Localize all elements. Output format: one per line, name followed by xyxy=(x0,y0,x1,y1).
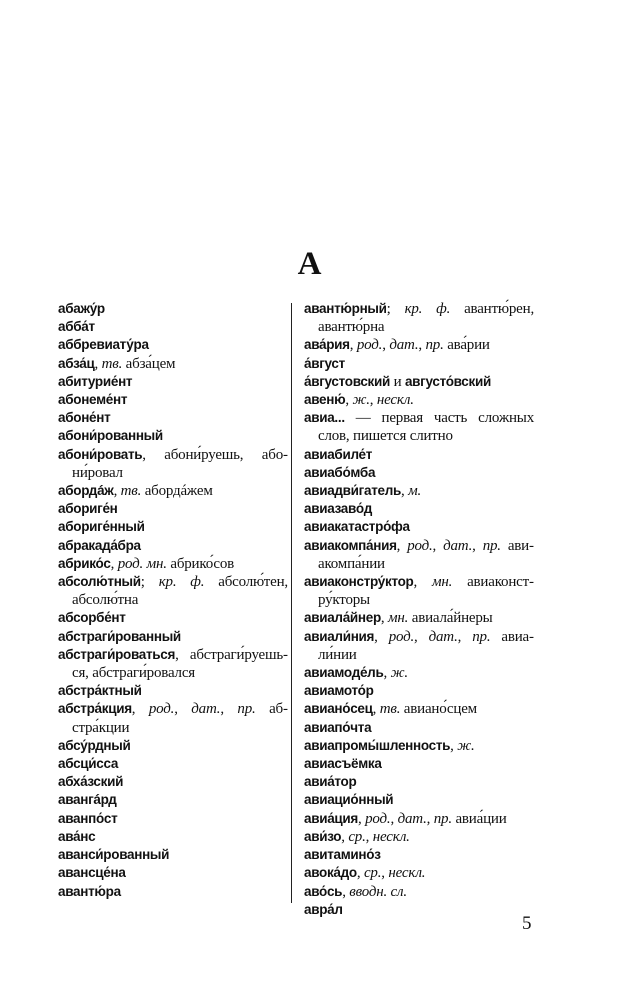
entry-grammar-label: ж. xyxy=(457,737,475,754)
dictionary-entry xyxy=(304,901,534,919)
entry-headword: авиа́ция xyxy=(304,810,358,826)
entry-text: , xyxy=(380,610,389,627)
entry-headword: авиала́йнер xyxy=(304,610,381,626)
dictionary-entry xyxy=(304,755,534,773)
entry-grammar-label: кр. ф. xyxy=(404,301,451,317)
entry-text: , xyxy=(381,865,389,882)
dictionary-entry xyxy=(58,883,288,901)
entry-headword: авантю́рный xyxy=(304,301,387,316)
entry-headword: авантю́ра xyxy=(58,883,121,899)
dictionary-entry xyxy=(58,355,288,373)
entry-headword: аванси́рованный xyxy=(58,847,170,863)
entry-text: абордáжем xyxy=(141,483,213,500)
dictionary-entry xyxy=(304,391,534,409)
entry-headword: авиазаво́д xyxy=(304,501,373,517)
entry-grammar-label: род. xyxy=(365,810,391,827)
dictionary-entry xyxy=(304,682,534,700)
dictionary-entry xyxy=(304,464,534,482)
entry-grammar-label: пр. xyxy=(433,810,452,827)
dictionary-entry xyxy=(58,518,288,536)
entry-text: , xyxy=(358,810,366,827)
dictionary-entry xyxy=(58,391,288,409)
entry-text: , xyxy=(94,355,102,372)
entry-headword: абонеме́нт xyxy=(58,392,128,408)
column-divider xyxy=(291,303,292,903)
entry-grammar-label: пр. xyxy=(472,628,491,645)
entry-text: , абстраги́руешься, абстраги́ровался xyxy=(72,646,288,682)
dictionary-entry xyxy=(304,883,534,901)
entry-text: авиа́ции xyxy=(451,810,507,827)
entry-text: , xyxy=(472,537,483,554)
dictionary-entry xyxy=(58,427,288,445)
dictionary-column-left xyxy=(58,300,288,901)
dictionary-entry xyxy=(304,700,534,718)
entry-headword: аванпо́ст xyxy=(58,810,118,826)
entry-headword: абба́т xyxy=(58,319,95,335)
entry-text: , xyxy=(382,337,390,354)
entry-text: — первая часть сложных слов, пишется слитно xyxy=(318,410,534,445)
entry-grammar-label: род. xyxy=(388,628,415,645)
entry-grammar-label: ср. xyxy=(348,828,366,845)
dictionary-entry xyxy=(58,373,288,391)
entry-headword: абсци́сса xyxy=(58,756,119,772)
dictionary-entry xyxy=(58,791,288,809)
entry-grammar-label: ж. xyxy=(352,392,370,409)
entry-text: ; xyxy=(386,301,405,317)
entry-grammar-label: дат. xyxy=(397,810,427,827)
dictionary-entry xyxy=(304,373,534,391)
entry-text: , xyxy=(110,555,118,572)
dictionary-entry xyxy=(58,828,288,846)
dictionary-entry xyxy=(58,446,288,482)
entry-text: , xyxy=(374,628,389,645)
entry-text: авиано́сцем xyxy=(400,701,477,718)
entry-headword: абсу́рдный xyxy=(58,737,131,753)
entry-headword: авиаконстру́ктор xyxy=(304,574,414,590)
entry-headword: авиамоде́ль xyxy=(304,665,384,681)
entry-headword: авиакомпа́ния xyxy=(304,537,397,553)
entry-headword: авангáрд xyxy=(58,792,117,808)
dictionary-entry xyxy=(58,810,288,828)
entry-text: авантю́рен, авантю́рна xyxy=(318,301,534,336)
entry-text: ава́рии xyxy=(443,337,490,354)
dictionary-entry xyxy=(58,737,288,755)
entry-headword: абитурие́нт xyxy=(58,373,133,389)
entry-headword: авиамото́р xyxy=(304,683,374,699)
page-number: 5 xyxy=(522,913,532,934)
dictionary-entry xyxy=(58,755,288,773)
dictionary-entry xyxy=(58,318,288,336)
entry-grammar-label: пр. xyxy=(482,537,501,554)
dictionary-entry xyxy=(58,773,288,791)
dictionary-entry xyxy=(304,773,534,791)
entry-grammar-label: род. xyxy=(356,337,383,354)
entry-headword: авиакатастро́фа xyxy=(304,519,410,535)
dictionary-entry xyxy=(58,573,288,609)
dictionary-entry xyxy=(304,355,534,373)
entry-grammar-label: вводн. сл. xyxy=(349,883,407,900)
entry-text: абстра́кции xyxy=(72,701,288,736)
entry-headword: абстраги́роваться xyxy=(58,646,176,662)
dictionary-entry xyxy=(304,664,534,682)
entry-headword: абони́рованный xyxy=(58,428,163,444)
dictionary-entry xyxy=(304,573,534,609)
entry-text: авиала́йнеры xyxy=(408,610,493,627)
entry-headword: авиали́ния xyxy=(304,628,375,644)
entry-text: , xyxy=(418,337,426,354)
entry-text: , xyxy=(432,537,444,554)
entry-text: абсолю́тен, абсолю́тна xyxy=(72,574,288,609)
entry-text: , xyxy=(369,392,377,409)
entry-grammar-label: мн. xyxy=(431,574,453,591)
dictionary-entry xyxy=(58,300,288,318)
entry-grammar-label: дат. xyxy=(443,537,473,554)
entry-headword: авеню́ xyxy=(304,392,346,408)
entry-text: , xyxy=(131,701,149,718)
entry-text: , абони́руешь, абони́ровал xyxy=(72,446,288,481)
entry-grammar-label: пр. xyxy=(237,701,256,718)
dictionary-entry xyxy=(58,500,288,518)
dictionary-entry xyxy=(304,810,534,828)
entry-headword: августо́вский xyxy=(404,373,491,389)
entry-headword: ави́зо xyxy=(304,828,342,844)
entry-headword: абза́ц xyxy=(58,355,95,371)
entry-text: , xyxy=(342,883,350,900)
dictionary-entry xyxy=(58,609,288,627)
entry-headword: авиа... xyxy=(304,410,345,426)
entry-text: , xyxy=(426,810,434,827)
dictionary-entry xyxy=(304,336,534,354)
entry-grammar-label: ж. xyxy=(390,665,408,682)
entry-headword: ава́нс xyxy=(58,828,96,844)
dictionary-entry xyxy=(304,719,534,737)
entry-text: , xyxy=(457,628,473,645)
entry-text: , xyxy=(220,701,238,718)
entry-headword: абстра́кция xyxy=(58,701,132,717)
entry-headword: авра́л xyxy=(304,901,343,917)
entry-grammar-label: нескл. xyxy=(376,392,414,409)
entry-headword: абориге́н xyxy=(58,501,118,517)
entry-text: , xyxy=(356,865,364,882)
entry-headword: абстра́ктный xyxy=(58,683,142,699)
entry-headword: абстраги́рованный xyxy=(58,628,181,644)
entry-headword: авока́до xyxy=(304,865,357,881)
dictionary-entry xyxy=(58,682,288,700)
dictionary-entry xyxy=(304,791,534,809)
entry-headword: абракада́бра xyxy=(58,537,141,553)
entry-grammar-label: род. xyxy=(148,701,175,718)
entry-grammar-label: ср. xyxy=(363,865,382,882)
dictionary-entry xyxy=(304,537,534,573)
entry-headword: авансце́на xyxy=(58,865,126,881)
section-letter-heading: А xyxy=(297,246,322,282)
dictionary-entry xyxy=(58,646,288,682)
dictionary-entry xyxy=(58,336,288,354)
entry-headword: авиапромы́шленность xyxy=(304,737,451,753)
dictionary-entry xyxy=(304,409,534,445)
entry-headword: авиано́сец xyxy=(304,701,373,717)
entry-text: абрико́сов xyxy=(166,555,235,572)
entry-headword: абони́ровать xyxy=(58,446,143,462)
entry-headword: авиабо́мба xyxy=(304,464,376,480)
entry-grammar-label: тв. xyxy=(120,483,142,500)
entry-grammar-label: мн. xyxy=(388,610,409,627)
entry-headword: аббревиату́ра xyxy=(58,337,149,353)
entry-grammar-label: нескл. xyxy=(388,865,426,882)
dictionary-entry xyxy=(58,864,288,882)
entry-grammar-label: тв. xyxy=(379,701,401,718)
entry-headword: абордáж xyxy=(58,483,114,499)
dictionary-entry xyxy=(58,628,288,646)
dictionary-entry xyxy=(304,628,534,664)
entry-grammar-label: кр. ф. xyxy=(158,574,205,591)
dictionary-entry xyxy=(58,409,288,427)
entry-headword: авиацио́нный xyxy=(304,792,394,808)
entry-headword: авиапо́чта xyxy=(304,719,372,735)
entry-headword: авиадви́гатель xyxy=(304,483,402,499)
entry-text: , xyxy=(174,701,192,718)
entry-headword: абоне́нт xyxy=(58,410,111,426)
entry-grammar-label: дат. xyxy=(428,628,458,645)
entry-text: авиаконстру́кторы xyxy=(318,574,534,609)
entry-grammar-label: нескл. xyxy=(372,828,410,845)
entry-text: авиакомпа́нии xyxy=(318,537,534,572)
entry-grammar-label: род. мн. xyxy=(117,555,167,572)
entry-headword: авиасъёмка xyxy=(304,756,382,772)
entry-text: , xyxy=(390,810,398,827)
entry-headword: ава́рия xyxy=(304,337,350,353)
entry-grammar-label: тв. xyxy=(101,355,123,372)
entry-grammar-label: род. xyxy=(407,537,433,554)
entry-headword: абсорбе́нт xyxy=(58,610,126,626)
dictionary-entry xyxy=(304,518,534,536)
entry-headword: авитамино́з xyxy=(304,847,381,863)
entry-text: , xyxy=(414,628,429,645)
dictionary-entry xyxy=(304,864,534,882)
entry-headword: абсолю́тный xyxy=(58,574,141,590)
entry-text: , xyxy=(401,483,409,500)
entry-text: абза́цем xyxy=(122,355,176,372)
entry-text: ; xyxy=(140,574,159,591)
dictionary-entry xyxy=(304,482,534,500)
entry-text: авиали́нии xyxy=(318,628,534,663)
dictionary-entry xyxy=(58,700,288,736)
entry-text: , xyxy=(372,701,380,718)
entry-headword: абрико́с xyxy=(58,555,111,571)
entry-text: , xyxy=(450,737,458,754)
entry-text: , xyxy=(345,392,353,409)
entry-text: , xyxy=(341,828,349,845)
dictionary-entry xyxy=(58,846,288,864)
dictionary-entry xyxy=(304,846,534,864)
entry-text: , xyxy=(396,537,408,554)
entry-headword: аво́сь xyxy=(304,883,343,899)
entry-text: , xyxy=(349,337,357,354)
dictionary-entry xyxy=(58,537,288,555)
entry-grammar-label: пр. xyxy=(425,337,444,354)
entry-headword: абориге́нный xyxy=(58,519,145,535)
dictionary-entry xyxy=(304,446,534,464)
dictionary-entry xyxy=(304,300,534,336)
entry-grammar-label: м. xyxy=(408,483,422,500)
dictionary-entry xyxy=(58,555,288,573)
entry-headword: абха́зский xyxy=(58,774,124,790)
entry-grammar-label: дат. xyxy=(191,701,221,718)
dictionary-entry xyxy=(304,828,534,846)
entry-headword: а́вгуст xyxy=(304,355,345,371)
dictionary-column-right xyxy=(304,300,534,919)
dictionary-entry xyxy=(58,482,288,500)
entry-text: , xyxy=(113,483,121,500)
entry-text: , xyxy=(383,665,391,682)
entry-text: , xyxy=(413,574,432,591)
entry-text: , xyxy=(365,828,373,845)
entry-headword: а́вгустовский xyxy=(304,373,391,389)
entry-grammar-label: дат. xyxy=(389,337,419,354)
entry-headword: абажу́р xyxy=(58,301,105,316)
entry-headword: авиабиле́т xyxy=(304,446,373,462)
entry-text: и xyxy=(390,373,405,390)
dictionary-entry xyxy=(304,500,534,518)
entry-headword: авиа́тор xyxy=(304,774,357,790)
dictionary-entry xyxy=(304,609,534,627)
dictionary-entry xyxy=(304,737,534,755)
